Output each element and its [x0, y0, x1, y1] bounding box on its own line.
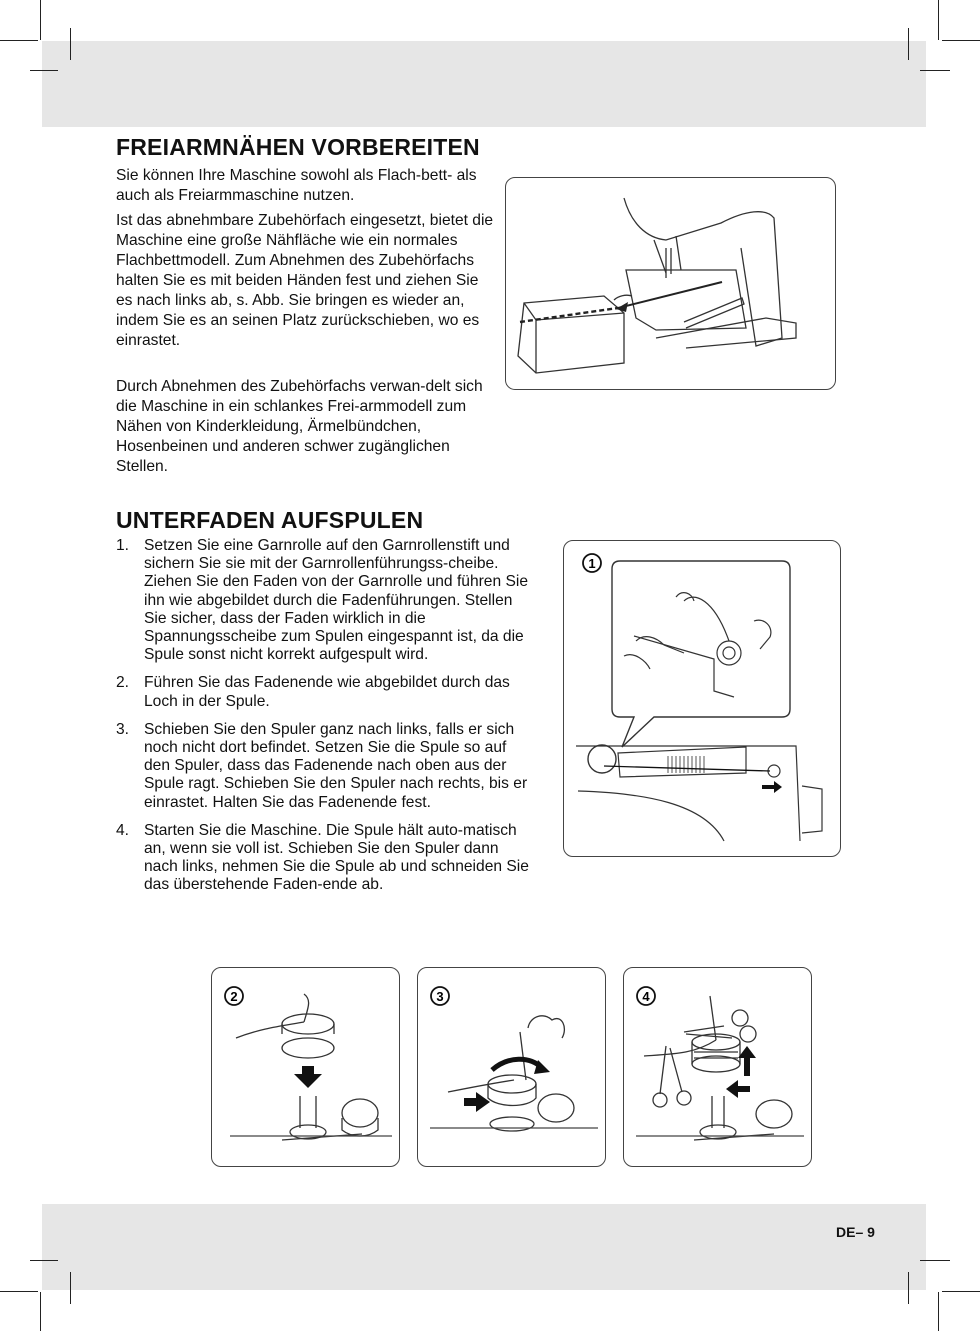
figure-label: 1	[588, 556, 596, 571]
crop-mark	[70, 28, 71, 60]
winder-push-illustration	[418, 968, 605, 1166]
step-number: 2.	[116, 674, 130, 692]
crop-mark	[30, 1260, 58, 1261]
step-text: Schieben Sie den Spuler ganz nach links, falls er sich noch nicht dort befindet. Setzen Sie die Spule so auf den Spuler, dass das Fadenende nach oben aus der Spule ragt. Schieben Sie den Spuler nach rechts, bis er einrastet. Halten Sie das Fadenende fest.	[144, 720, 528, 811]
crop-mark	[908, 28, 909, 60]
section-title-unterfaden: UNTERFADEN AUFSPULEN	[116, 507, 424, 533]
crop-mark	[938, 1292, 939, 1331]
step-text: Führen Sie das Fadenende wie abgebildet durch das Loch in der Spule.	[144, 674, 510, 710]
list-item	[116, 822, 536, 895]
crop-mark	[40, 0, 41, 40]
figure-step-3	[417, 967, 606, 1167]
crop-mark	[938, 0, 939, 40]
step-number: 4.	[116, 821, 130, 839]
step-number: 3.	[116, 720, 130, 738]
crop-mark	[920, 70, 950, 71]
page-number: DE– 9	[836, 1224, 875, 1240]
instruction-steps	[116, 537, 536, 905]
crop-mark	[942, 1291, 980, 1292]
list-item	[116, 721, 536, 812]
list-item	[116, 537, 536, 664]
figure-step-4	[623, 967, 812, 1167]
header-band	[42, 41, 926, 127]
crop-mark	[0, 40, 38, 41]
paragraph: Sie können Ihre Maschine sowohl als Flach-bett- als auch als Freiarmmaschine nutzen.	[116, 167, 477, 204]
crop-mark	[942, 40, 980, 41]
step-text: Setzen Sie eine Garnrolle auf den Garnrollenstift und sichern Sie sie mit der Garnrollenführungss-cheibe. Ziehen Sie den Faden von der Garnrolle und führen Sie ihn wie abgebildet durch die Fadenführungen. Stellen Sie sicher, dass der Faden wirklich in die Spannungsscheibe zum Spulen eingespannt ist, da die Spule sonst nicht korrekt aufgespult wird.	[144, 537, 529, 664]
crop-mark	[70, 1272, 71, 1304]
thread-guide-illustration	[564, 541, 840, 856]
paragraph: Durch Abnehmen des Zubehörfachs verwan-delt sich die Maschine in ein schlankes Frei-armmodell zum Nähen von Kinderkleidung, Ärmelbündchen, Hosenbeinen und anderen schwer zugänglichen Stellen.	[116, 378, 483, 475]
list-item	[116, 674, 536, 710]
figure-label: 4	[642, 989, 650, 1004]
footer-band	[42, 1204, 926, 1290]
cut-thread-illustration	[624, 968, 811, 1166]
figure-step-1	[563, 540, 841, 857]
paragraph: Ist das abnehmbare Zubehörfach eingesetzt, bietet die Maschine eine große Nähfläche wie ein normales Flachbettmodell. Zum Abnehmen des Zubehörfachs halten Sie es mit beiden Händen fest und ziehen Sie es nach links ab, s. Abb. Sie bringen es wieder an, indem Sie es an seinen Platz zurückschieben, wo es einrastet.	[116, 212, 494, 349]
crop-mark	[30, 70, 58, 71]
sewing-machine-illustration	[506, 178, 835, 389]
crop-mark	[0, 1291, 38, 1292]
figure-label: 3	[436, 989, 444, 1004]
crop-mark	[908, 1272, 909, 1304]
crop-mark	[920, 1260, 950, 1261]
figure-free-arm	[505, 177, 836, 390]
bobbin-placement-illustration	[212, 968, 399, 1166]
figure-label: 2	[230, 989, 238, 1004]
step-number: 1.	[116, 537, 130, 554]
step-text: Starten Sie die Maschine. Die Spule hält auto-matisch an, wenn sie voll ist. Schieben Sie den Spuler dann nach links, nehmen Sie die Spule ab und schneiden Sie das überstehende Faden-ende ab.	[144, 821, 529, 894]
crop-mark	[40, 1292, 41, 1331]
section-title-freiarm: FREIARMNÄHEN VORBEREITEN	[116, 134, 480, 160]
figure-step-2	[211, 967, 400, 1167]
